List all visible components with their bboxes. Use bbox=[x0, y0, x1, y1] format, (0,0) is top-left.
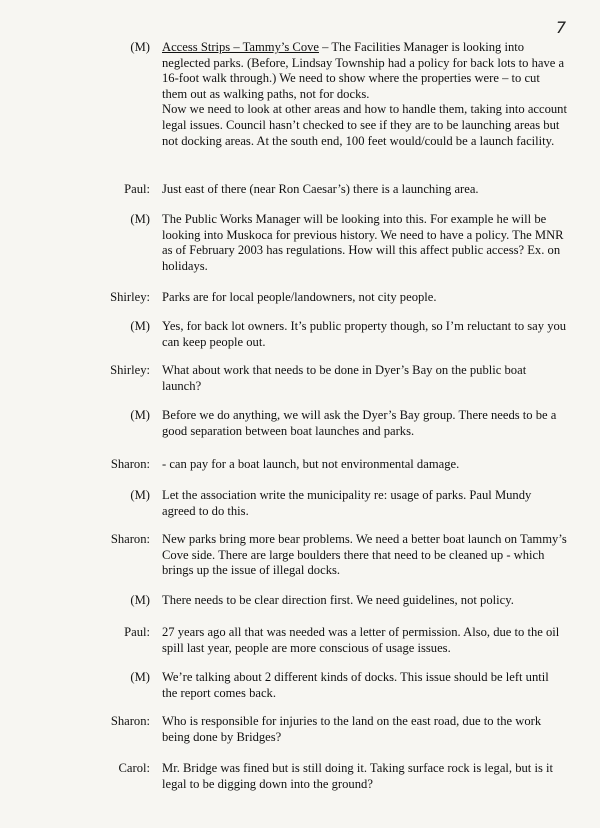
entry-text: We’re talking about 2 different kinds of docks. This issue should be left until the report comes back. bbox=[162, 670, 549, 700]
speaker-label: Sharon: bbox=[110, 457, 150, 471]
speaker-label: Shirley: bbox=[110, 363, 150, 377]
entry-text: Let the association write the municipality re: usage of parks. Paul Mundy agreed to do this. bbox=[162, 488, 532, 518]
speaker-label: (M) bbox=[130, 408, 150, 422]
entry-text: Just east of there (near Ron Caesar’s) there is a launching area. bbox=[162, 182, 479, 196]
entry-text-body: – The Facilities Manager is looking into neglected parks. (Before, Lindsay Township had a policy for back lots to have a 16-foot walk through.) We need to show where the properties were – to cut them out as walking paths, not for docks. bbox=[162, 40, 565, 101]
entry-text-continued: Now we need to look at other areas and how to handle them, taking into account legal issues. Council hasn’t checked to see if they are to be launching areas but not docking areas. At the south end, 100 feet would/could be a launch facility. bbox=[162, 102, 567, 148]
speaker-label: (M) bbox=[130, 212, 150, 226]
entry-text: There needs to be clear direction first. We need guidelines, not policy. bbox=[162, 593, 514, 607]
speaker-label: Paul: bbox=[124, 625, 150, 639]
speaker-label: (M) bbox=[130, 40, 150, 54]
speaker-label: (M) bbox=[130, 593, 150, 607]
speaker-label: Paul: bbox=[124, 182, 150, 196]
speaker-label: Sharon: bbox=[110, 532, 150, 546]
speaker-label: (M) bbox=[130, 319, 150, 333]
page-number: 7 bbox=[555, 18, 566, 37]
entry-text: Parks are for local people/landowners, not city people. bbox=[162, 290, 437, 304]
speaker-label: Carol: bbox=[118, 761, 150, 775]
entry-text: - can pay for a boat launch, but not environmental damage. bbox=[162, 457, 460, 471]
entry-text: Who is responsible for injuries to the land on the east road, due to the work being done by Bridges? bbox=[162, 714, 542, 744]
entry-text: What about work that needs to be done in Dyer’s Bay on the public boat launch? bbox=[162, 363, 527, 393]
speaker-label: (M) bbox=[130, 670, 150, 684]
entry-text: Before we do anything, we will ask the Dyer’s Bay group. There needs to be a good separation between boat launches and parks. bbox=[162, 408, 557, 438]
section-heading: Access Strips – Tammy’s Cove bbox=[162, 40, 319, 54]
entry-text: 27 years ago all that was needed was a letter of permission. Also, due to the oil spill last year, people are more conscious of usage issues. bbox=[162, 625, 560, 655]
entry-text bbox=[162, 40, 567, 149]
entry-text: Mr. Bridge was fined but is still doing it. Taking surface rock is legal, but is it legal to be digging down into the ground? bbox=[162, 761, 553, 791]
speaker-label: Shirley: bbox=[110, 290, 150, 304]
speaker-label: (M) bbox=[130, 488, 150, 502]
entry-text: Yes, for back lot owners. It’s public property though, so I’m reluctant to say you can keep people out. bbox=[162, 319, 567, 349]
entry-text: New parks bring more bear problems. We need a better boat launch on Tammy’s Cove side. There are large boulders there that need to be cleaned up - which brings up the issue of illegal docks. bbox=[162, 532, 567, 578]
entry-text: The Public Works Manager will be looking into this. For example he will be looking into Muskoca for previous history. We need to have a policy. The MNR as of February 2003 has regulations. How will this affect public access? Ex. on holidays. bbox=[162, 212, 564, 273]
speaker-label: Sharon: bbox=[110, 714, 150, 728]
